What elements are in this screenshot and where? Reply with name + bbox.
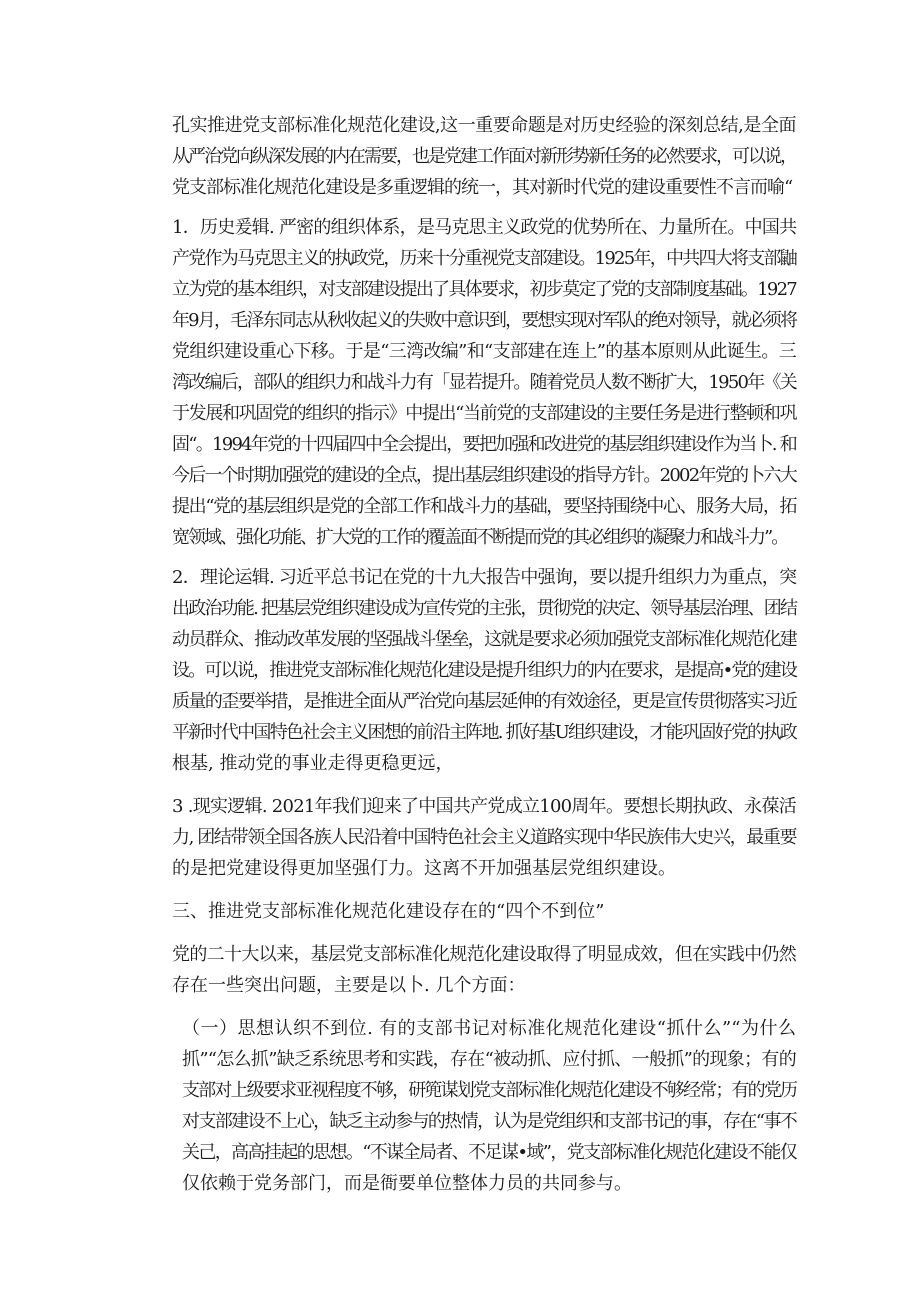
text-line: 仅依赖于党务部门，而是衙要单位整体力员的共同参与。: [182, 1173, 632, 1194]
text-line: 1．历史爰辑. 严密的组织体系，是马克思主义政党的优势所在、力量所在。中国共: [172, 217, 797, 238]
text-line: 党组织建设重心下移。于是“三湾改编”和“支部建在连上”的基本原则从此诞生。三: [172, 341, 796, 362]
text-line: 抓”“怎么抓”缺乏系统思考和实践，存在“被动抓、应付抓、一般抓”的现象；有的: [182, 1049, 796, 1070]
text-line: 对支部建设不上心，缺乏主动参与的热情，认为是党组织和支部书记的事，存在“事不: [182, 1111, 796, 1132]
text-line: 固“。1994年党的十四届四中全会提出，要把加强和改进党的基层组织建设作为当卜. 和: [172, 434, 796, 455]
text-line: 设。可以说，推进党支部标准化规范化建设是提升组织力的内在要求，是提高•党的建设: [172, 660, 796, 681]
intro-paragraph: [134, 110, 796, 203]
text-line: 从严治党向纵深发展的内在需要，也是党建工作面对新形势新任务的必然要求，可以说，: [172, 146, 796, 167]
section-heading: [134, 896, 796, 927]
text-line: 动员群众、推动改革发展的坚强战斗堡垒，这就是要求必须加强党支部标准化规范化建: [172, 629, 796, 650]
text-line: 年9月，毛泽东同志从秋收起义的失败中意识到，要想实现对军队的绝对领导，就必须将: [172, 310, 796, 331]
text-line: 力, 团结带领全国各族人民沿着中国特色社会主义道路实现中华民族伟大史兴，最重要: [172, 827, 796, 848]
text-line: 3 .现实逻辑. 2021年我们迎来了中国共产党成立100周年。要想长期执政、永葆活: [172, 796, 796, 817]
text-line: 出政治功能. 把基层党组织建设成为宣传党的主张，贯彻党的决定、领导基层治理、团结: [172, 598, 796, 619]
text-line: 质量的歪要举措，是推进全面从严治党向基层延伸的有效途径，更是宣传贯彻落实习近: [172, 691, 796, 712]
reality-logic-paragraph: [134, 791, 796, 884]
text-line: 产党作为马克思主义的执政党，历来十分重视党支部建设。1925年，中共四大将支部鼬: [172, 248, 796, 269]
text-line: 湾改编后，部队的组织力和战斗力有「显若提升。随着党员人数不断扩大，1950年《关: [172, 372, 796, 393]
theory-logic-paragraph: [134, 562, 796, 779]
text-line: 的是把党建设得更加坚强仃力。这离不开加强基层党组织建设。: [172, 858, 676, 879]
text-line: （一）思想认织不到位. 有的支部书记对标准化规范化建设“抓什么”“为什么: [182, 1018, 796, 1039]
text-line: 平新时代中国特色社会主义困想的前沿主阵地. 抓好基U组织建设，才能巩固好党的执政: [172, 722, 796, 743]
text-line: 党支部标准化规范化建设是多重逻辑的统一，其对新时代党的建设重要性不言而喻“: [172, 177, 793, 198]
text-line: 孔实推进党支部标准化规范化建设,这一重要命题是对历史经验的深刻总结,是全面: [172, 115, 796, 136]
text-line: 支部对上级要求亚视程度不够，研篼谋划党支部标准化规范化建设不够经常；有的党历: [182, 1080, 796, 1101]
document-page: [134, 110, 796, 1199]
history-logic-paragraph: [134, 212, 796, 553]
text-line: 关己，高高挂起的思想。“不谋全局者、不足谋•域”，党支部标准化规范化建设不能仅: [182, 1142, 796, 1163]
thought-recognition-paragraph: [134, 1013, 796, 1199]
text-line: 今后一个时期加强党的建设的全点，提出基层组织建设的指导方针。2002年党的卜六大: [172, 465, 796, 486]
text-line: 于发展和巩固党的组织的指示》中提出“当前党的支部建设的主要任务是进行整顿和巩: [172, 403, 796, 424]
heading-text: 三、推进党支部标准化规范化建设存在的“四个不到位”: [172, 901, 605, 922]
text-line: 根基, 推动党的事业走得更稳更远，: [172, 753, 454, 774]
text-line: 党的二十大以来，基层党支部标准化规范化建设取得了明显成效，但在实践中仍然: [172, 944, 796, 965]
section-intro-paragraph: [134, 939, 796, 1001]
text-line: 存在一些突出问题，主要是以卜. 几个方面：: [172, 975, 526, 996]
text-line: 2．理论运辑. 习近平总书记在党的十九大报告中强询，要以提升组织力为重点，突: [172, 567, 797, 588]
text-line: 宽领域、强化功能、扩大党的工作的覆盖面不断提而党的其必组织的凝聚力和战斗力”。: [172, 527, 788, 548]
text-line: 提出“党的基层组织是党的全部工作和战斗力的基础，要坚持围绕中心、服务大局，拓: [172, 496, 796, 517]
text-line: 立为党的基本组织，对支部建设提出了具体要求，初步莫定了党的支部制度基础。1927: [172, 279, 796, 300]
